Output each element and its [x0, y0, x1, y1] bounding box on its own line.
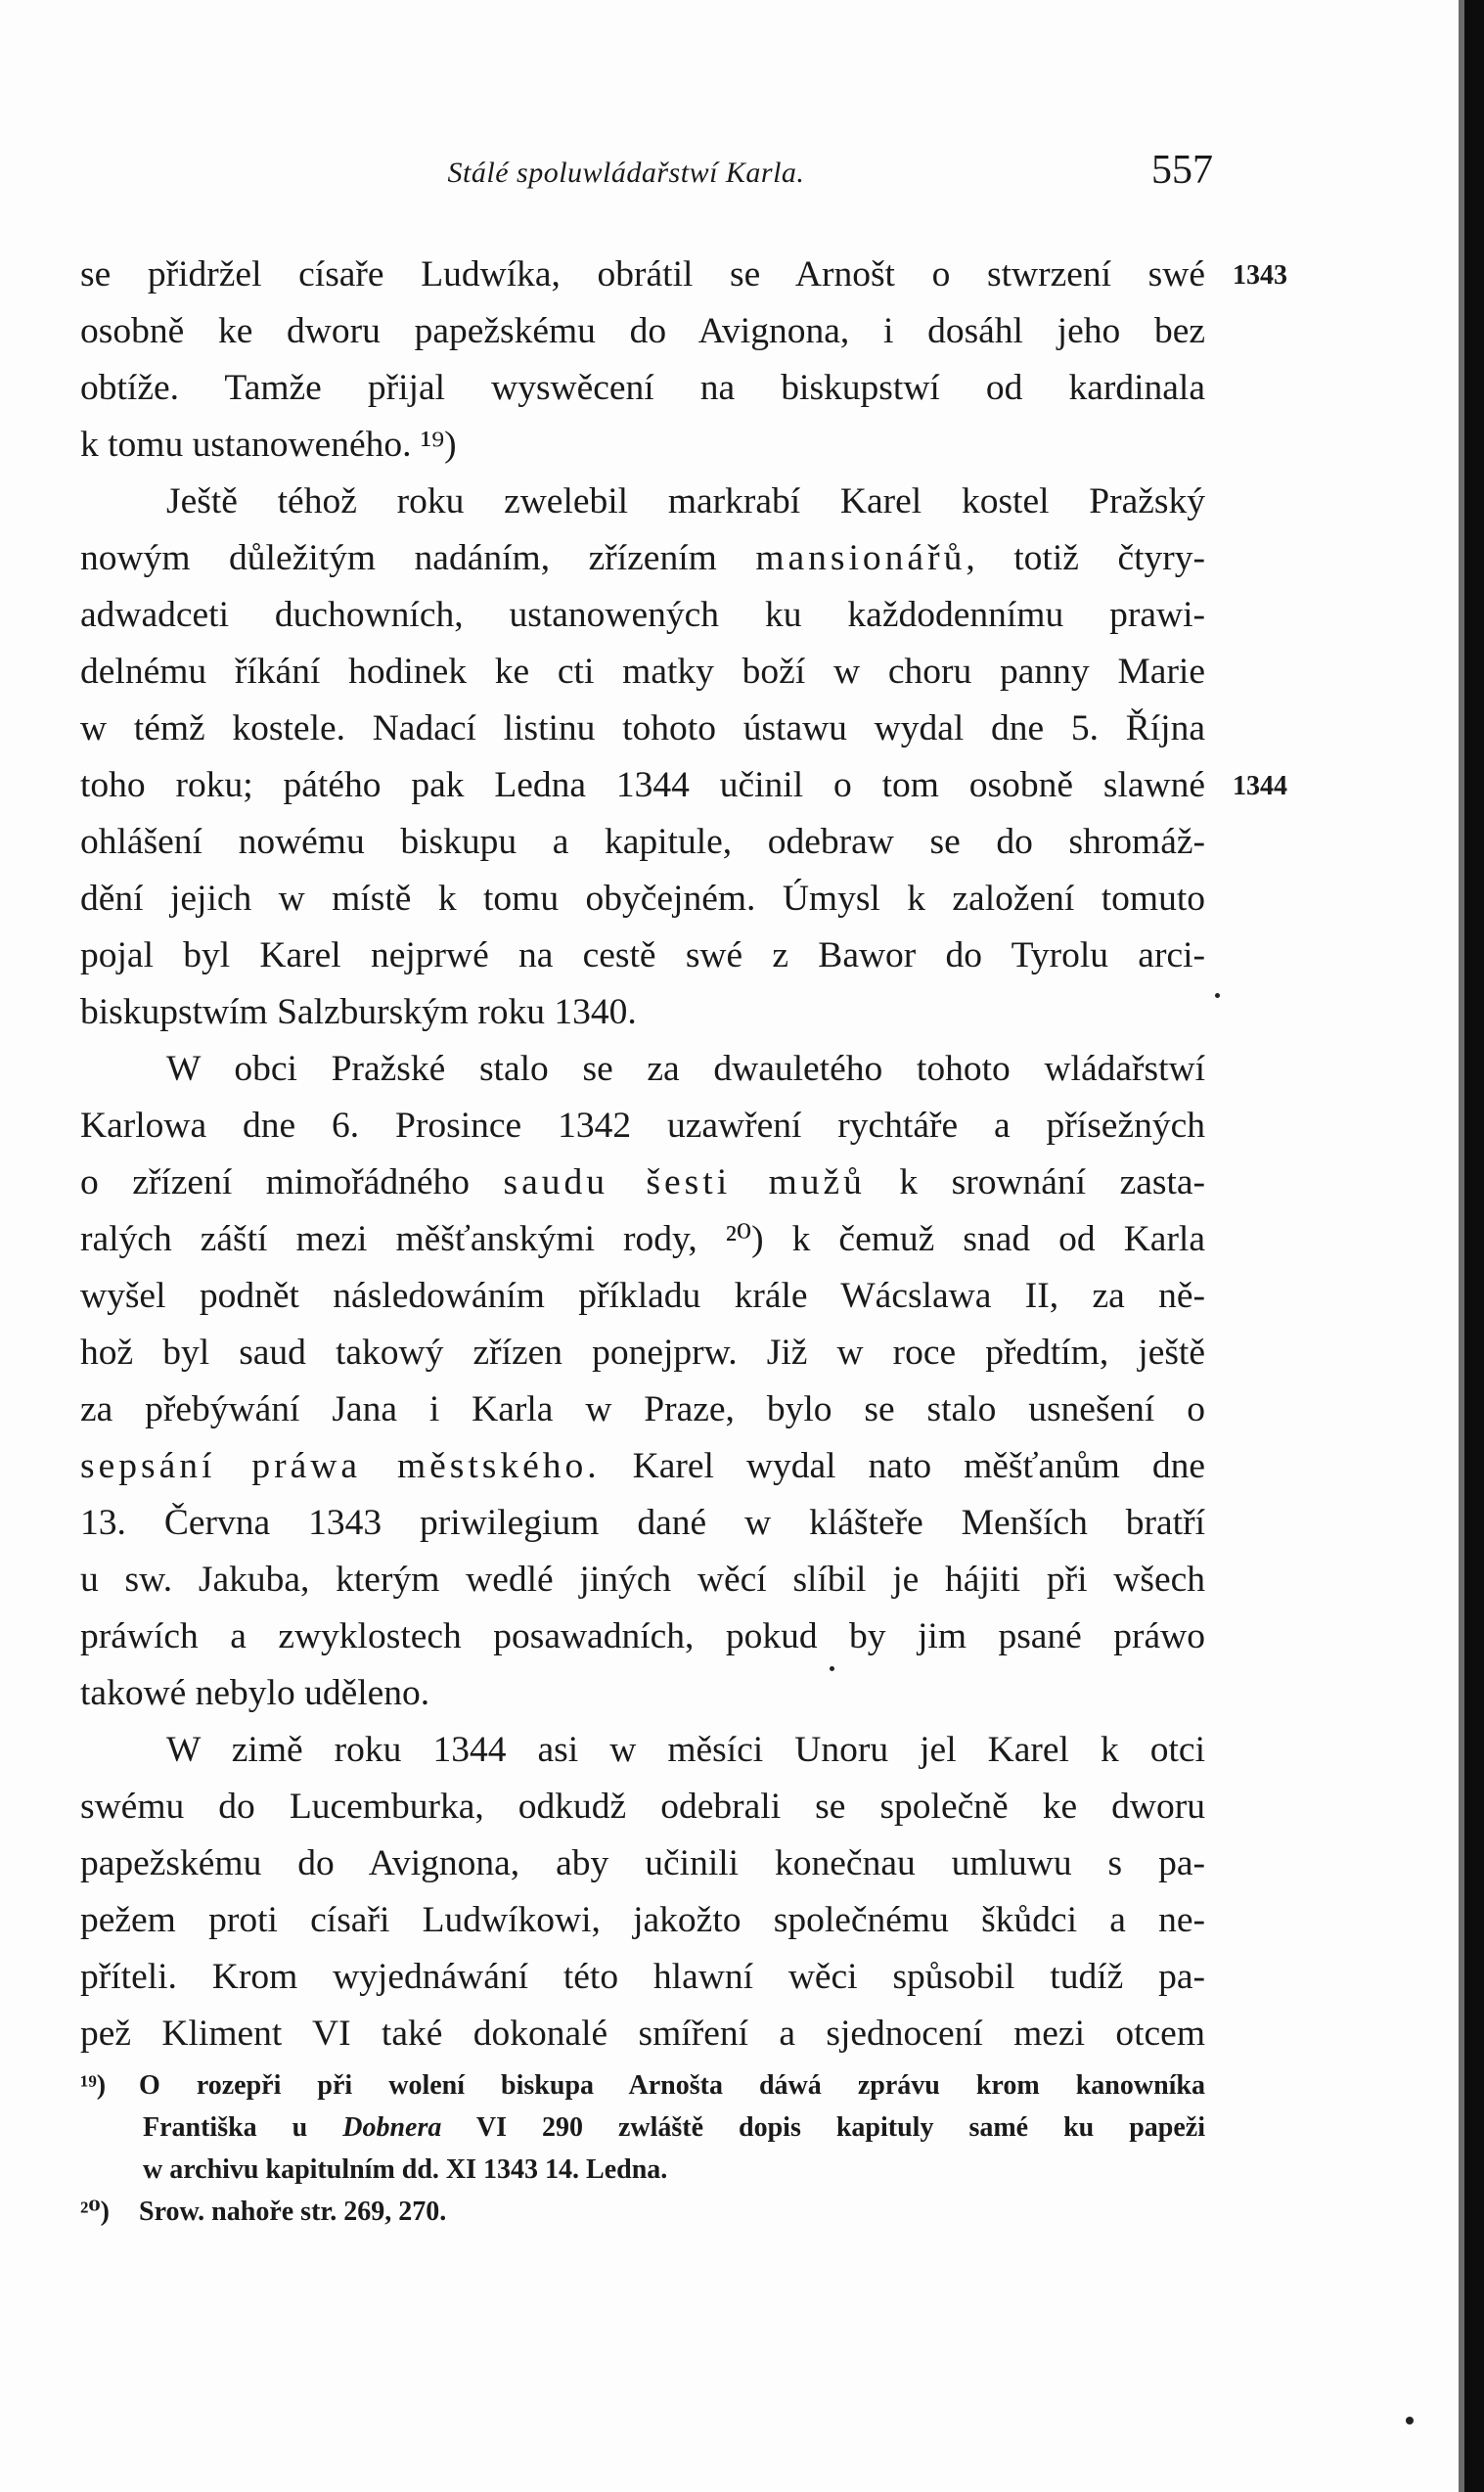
text-line: pojal byl Karel nejprwé na cestě swé z Bawor do Tyrolu arci-: [80, 935, 1205, 975]
text-line: k tomu ustanoweného. ¹⁹): [80, 425, 457, 465]
text-segment: Karel wydal nato měšťanům dne: [600, 1446, 1205, 1486]
text-line: adwadceti duchowních, ustanowených ku každodennímu prawi-: [80, 595, 1205, 635]
margin-year-1344: 1344: [1233, 771, 1287, 801]
text-line: za přebýwání Jana i Karla w Praze, bylo se stalo usnešení o: [80, 1389, 1205, 1429]
page-number: 557: [1151, 148, 1213, 193]
footnote-19-marker: ¹⁹): [80, 2070, 107, 2101]
text-line: W zimě roku 1344 asi w měsíci Unoru jel Karel k otci: [166, 1730, 1205, 1770]
text-line: papežskému do Avignona, aby učinili konečnau umluwu s pa-: [80, 1843, 1205, 1883]
text-line: práwích a zwyklostech posawadních, pokud by jim psané práwo: [80, 1616, 1205, 1656]
footnote-19-text: VI 290 zwláště dopis kapituly samé ku papeži: [441, 2112, 1206, 2143]
footnote-19-line: [80, 2107, 1205, 2149]
text-line: 13. Června 1343 priwilegium dané w klášteře Menších bratří: [80, 1503, 1205, 1543]
text-line: se přidržel císaře Ludwíka, obrátil se Arnošt o stwrzení swé: [80, 254, 1205, 295]
text-line: příteli. Krom wyjednáwání této hlawní wěci spůsobil tudíž pa-: [80, 1957, 1205, 1997]
scan-edge-border: [1464, 0, 1484, 2492]
footnote-19-author: Dobnera: [342, 2112, 442, 2143]
text-line: [80, 1155, 1205, 1211]
spaced-term-saudu: saudu šesti mužů: [503, 1162, 866, 1202]
text-segment: , totiž čtyry-: [966, 538, 1205, 578]
text-line: ohlášení nowému biskupu a kapitule, odebraw se do shromáž-: [80, 822, 1205, 862]
footnote-19-line: [80, 2064, 1205, 2107]
footnotes: [80, 2064, 1205, 2233]
text-line: osobně ke dworu papežskému do Avignona, i dosáhl jeho bez: [80, 311, 1205, 351]
text-line: [80, 1438, 1205, 1495]
text-line: Karlowa dne 6. Prosince 1342 uzawření rychtáře a přísežných: [80, 1106, 1205, 1146]
text-segment: nowým důležitým nadáním, zřízením: [80, 538, 717, 578]
footnote-20-line: [80, 2191, 1205, 2233]
footnote-19-text: Františka u: [143, 2112, 343, 2143]
text-line: dění jejich w místě k tomu obyčejném. Úmysl k založení tomuto: [80, 879, 1205, 919]
main-text: [80, 247, 1205, 2062]
text-line: w témž kostele. Nadací listinu tohoto ústawu wydal dne 5. Října: [80, 708, 1205, 748]
print-speck: [1215, 993, 1220, 998]
text-line: W obci Pražské stalo se za dwauletého tohoto wládařstwí: [166, 1049, 1205, 1089]
text-line: obtíže. Tamže přijal wyswěcení na biskupstwí od kardinala: [80, 368, 1205, 408]
footnote-19-line: w archivu kapitulním dd. XI 1343 14. Ledna.: [143, 2154, 668, 2185]
text-line: pež Kliment VI také dokonalé smíření a sjednocení mezi otcem: [80, 2014, 1205, 2054]
text-line: hož byl saud takowý zřízen ponejprw. Již w roce předtím, ještě: [80, 1333, 1205, 1373]
footnote-20-text: Srow. nahoře str. 269, 270.: [139, 2197, 447, 2227]
running-title: Stálé spoluwládařstwí Karla.: [447, 157, 805, 189]
footnote-19-text: O rozepři při wolení biskupa Arnošta dáwá zprávu krom kanowníka: [139, 2070, 1205, 2101]
spaced-term-mansionaru: mansionářů: [755, 538, 967, 578]
margin-year-1343: 1343: [1233, 260, 1287, 291]
text-line: delnému říkání hodinek ke cti matky boží w choru panny Marie: [80, 652, 1205, 692]
text-line: swému do Lucemburka, odkudž odebrali se společně ke dworu: [80, 1787, 1205, 1827]
text-line: biskupstwím Salzburským roku 1340.: [80, 992, 637, 1032]
text-segment: o zřízení mimořádného: [80, 1162, 470, 1202]
text-line: ralých záští mezi měšťanskými rody, ²⁰) k čemuž snad od Karla: [80, 1219, 1205, 1259]
text-segment: k srownání zasta-: [899, 1162, 1205, 1202]
text-line: wyšel podnět následowáním příkladu krále Wácslawa II, za ně-: [80, 1276, 1205, 1316]
text-line: toho roku; pátého pak Ledna 1344 učinil o tom osobně slawné: [80, 765, 1205, 805]
print-speck: [1406, 2417, 1414, 2424]
footnote-20-marker: ²⁰): [80, 2197, 110, 2227]
text-line: pežem proti císaři Ludwíkowi, jakožto společnému škůdci a ne-: [80, 1900, 1205, 1940]
print-speck: [830, 1666, 834, 1671]
text-line: [80, 530, 1205, 587]
text-line: Ještě téhož roku zwelebil markrabí Karel kostel Pražský: [166, 481, 1205, 521]
text-line: u sw. Jakuba, kterým wedlé jiných wěcí slíbil je hájiti při wšech: [80, 1560, 1205, 1600]
spaced-term-sepsani: sepsání práwa městského.: [80, 1446, 601, 1486]
text-line: takowé nebylo uděleno.: [80, 1673, 430, 1713]
